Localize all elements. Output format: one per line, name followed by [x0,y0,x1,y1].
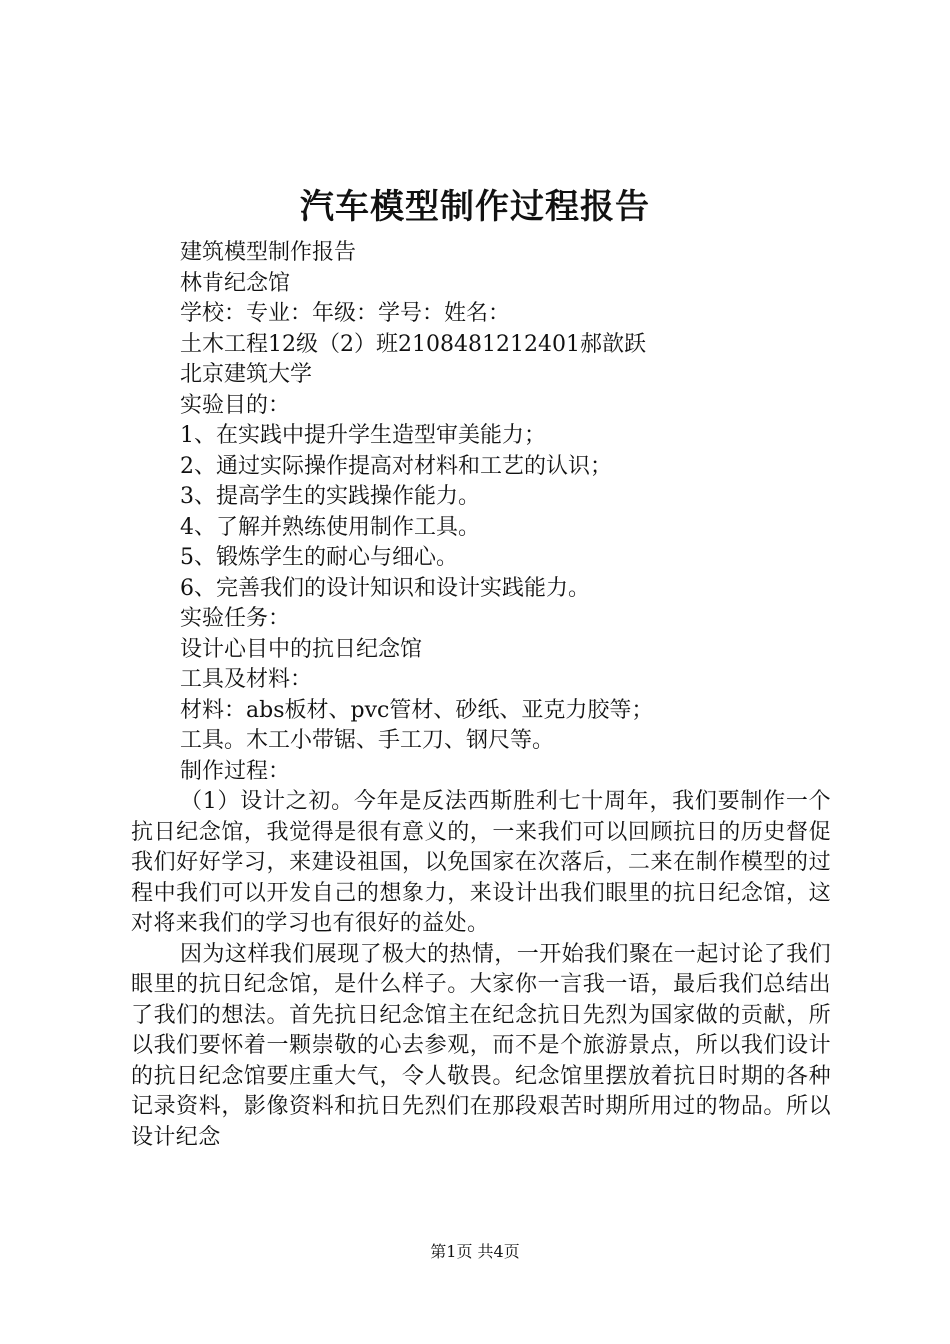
list-item: 4、了解并熟练使用制作工具。 [180,514,480,540]
document-body [131,238,831,1153]
body-paragraph: （1）设计之初。今年是反法西斯胜利七十周年，我们要制作一个抗日纪念馆，我觉得是很有意义的，一来我们可以回顾抗日的历史督促我们好好学习，来建设祖国，以免国家在次落后，二来在制作模型的过程中我们可以开发自己的想象力，来设计出我们眼里的抗日纪念馆，这对将来我们的学习也有很好的益处。 [131,789,831,936]
list-item: 3、提高学生的实践操作能力。 [180,484,480,509]
page-footer: 第1页 共4页 [430,1242,520,1261]
text-line: 工具。木工小带锯、手工刀、钢尺等。 [180,728,555,753]
list-item: 2、通过实际操作提高对材料和工艺的认识； [180,453,612,479]
text-line: 学校：专业：年级：学号：姓名： [180,301,511,326]
section-heading: 实验任务： [180,606,291,631]
text-line: 北京建筑大学 [180,362,313,387]
list-item: 1、在实践中提升学生造型审美能力； [180,423,546,448]
section-heading: 实验目的： [180,392,291,418]
section-heading: 制作过程： [180,758,291,784]
text-line: 材料：abs板材、pvc管材、砂纸、亚克力胶等； [180,697,654,723]
body-paragraph: 因为这样我们展现了极大的热情，一开始我们聚在一起讨论了我们眼里的抗日纪念馆，是什么样子。大家你一言我一语，最后我们总结出了我们的想法。首先抗日纪念馆主在纪念抗日先烈为国家做的贡献，所以我们要怀着一颗崇敬的心去参观，而不是个旅游景点，所以我们设计的抗日纪念馆要庄重大气，令人敬畏。纪念馆里摆放着抗日时期的各种记录资料，影像资料和抗日先烈们在那段艰苦时期所用过的物品。所以设计纪念 [131,941,831,1150]
text-line: 土木工程12级（2）班2108481212401郝歆跃 [180,331,646,357]
list-item: 6、完善我们的设计知识和设计实践能力。 [180,575,590,601]
section-heading: 工具及材料： [180,667,313,692]
document-title: 汽车模型制作过程报告 [300,187,650,227]
text-line: 建筑模型制作报告 [180,240,357,265]
text-line: 林肯纪念馆 [180,270,291,296]
text-line: 设计心目中的抗日纪念馆 [180,636,423,662]
list-item: 5、锻炼学生的耐心与细心。 [180,545,458,570]
